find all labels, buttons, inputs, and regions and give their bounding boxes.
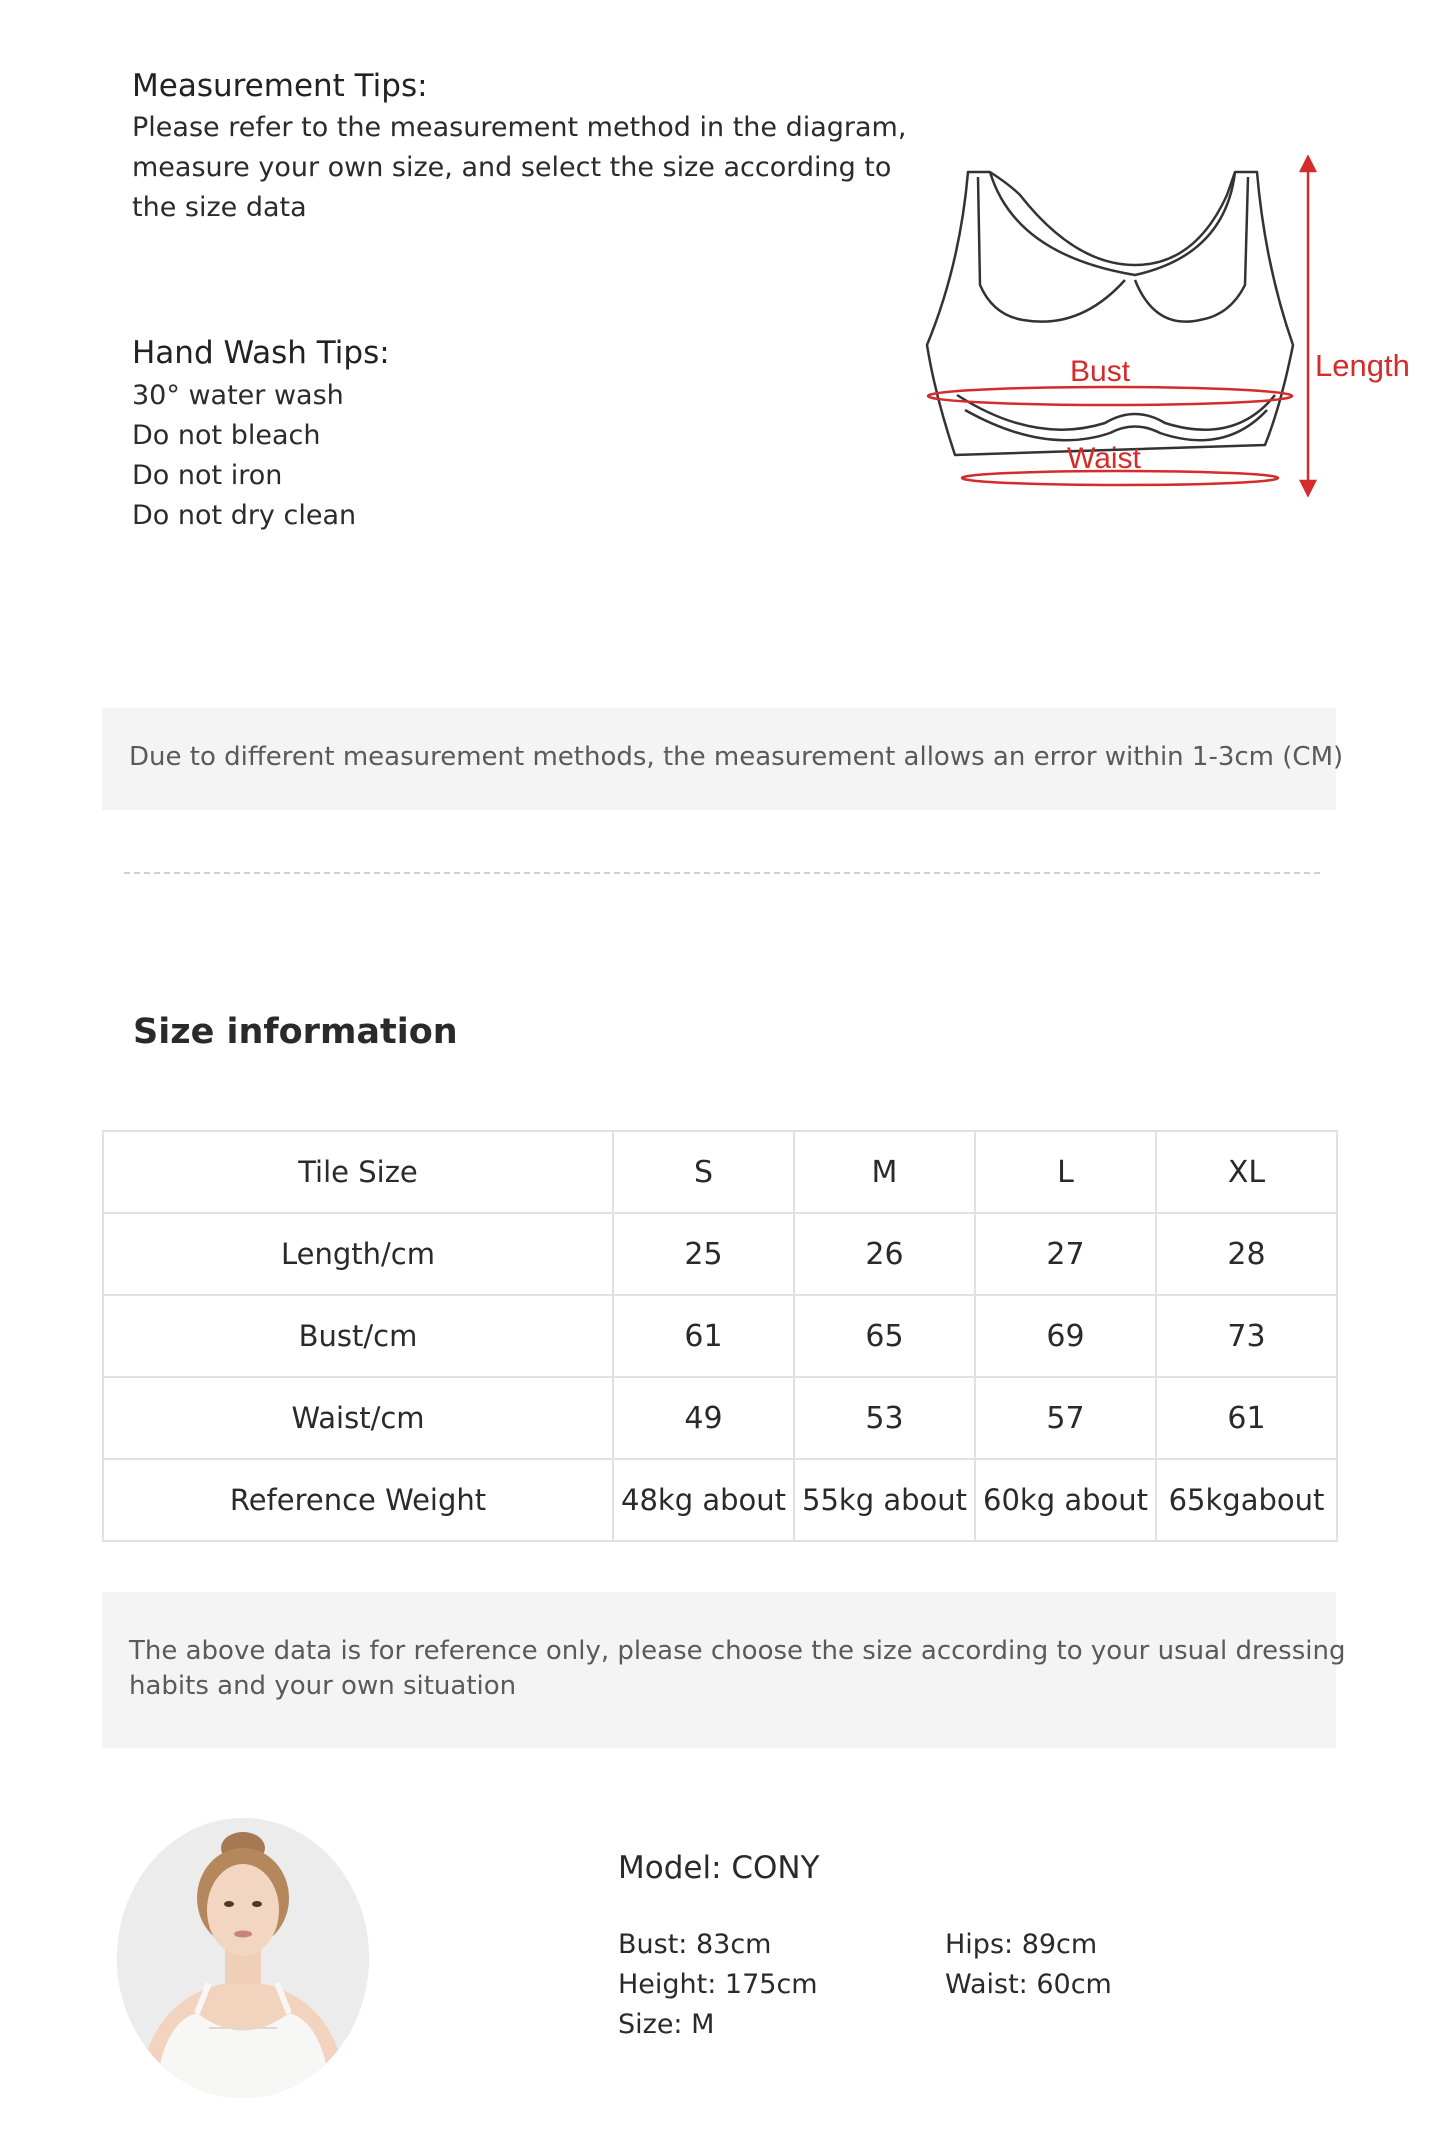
table-cell: 57 [975,1377,1156,1459]
table-row-label: Reference Weight [103,1459,613,1541]
model-name: Model: CONY [618,1850,820,1886]
reference-notice [102,1592,1346,1748]
length-arrow [1301,157,1315,495]
table-header-row [103,1131,1337,1213]
length-label: Length [1315,348,1410,383]
table-row-label: Length/cm [103,1213,613,1295]
table-cell: 65 [794,1295,975,1377]
table-header-cell: M [794,1131,975,1213]
measurement-error-text: Due to different measurement methods, the measurement allows an error within 1-3cm (CM) [129,742,1344,772]
reference-text-line: The above data is for reference only, please choose the size according to your usual dressing [129,1636,1346,1666]
model-portrait [117,1818,369,2098]
table-row [103,1295,1337,1377]
table-cell: 28 [1156,1213,1337,1295]
measurement-tip-line: Please refer to the measurement method in the diagram, [132,112,907,143]
table-cell: 25 [613,1213,794,1295]
table-cell: 73 [1156,1295,1337,1377]
wash-tip-line: Do not dry clean [132,500,357,531]
table-row [103,1213,1337,1295]
measurement-tip-line: measure your own size, and select the size according to [132,152,892,183]
table-cell: 55kg about [794,1459,975,1541]
wash-tip-line: Do not iron [132,460,283,491]
table-row [103,1377,1337,1459]
table-cell: 61 [1156,1377,1337,1459]
table-row-label: Bust/cm [103,1295,613,1377]
bra-outline [927,172,1293,455]
table-cell: 60kg about [975,1459,1156,1541]
measurement-error-notice [102,708,1344,810]
table-header-cell: L [975,1131,1156,1213]
waist-label: Waist [1067,442,1141,475]
section-divider [124,872,1320,874]
model-size: Size: M [618,2009,715,2040]
measurement-diagram [905,155,1425,515]
model-waist: Waist: 60cm [945,1969,1112,2000]
table-cell: 49 [613,1377,794,1459]
table-cell: 61 [613,1295,794,1377]
table-header-cell: XL [1156,1131,1337,1213]
hand-wash-tips-title: Hand Wash Tips: [132,335,390,371]
wash-tip-line: 30° water wash [132,380,344,411]
bust-label: Bust [1070,355,1131,388]
bust-measure-line [928,387,1292,405]
model-height: Height: 175cm [618,1969,818,2000]
reference-text-line: habits and your own situation [129,1671,517,1701]
table-cell: 26 [794,1213,975,1295]
table-header-cell: S [613,1131,794,1213]
measurement-tip-line: the size data [132,192,307,223]
table-cell: 48kg about [613,1459,794,1541]
measurement-tips-title: Measurement Tips: [132,68,428,104]
table-row [103,1459,1337,1541]
size-table [102,1130,1338,1542]
table-cell: 27 [975,1213,1156,1295]
model-bust: Bust: 83cm [618,1929,772,1960]
wash-tip-line: Do not bleach [132,420,321,451]
table-row-label: Waist/cm [103,1377,613,1459]
table-header-cell: Tile Size [103,1131,613,1213]
model-hips: Hips: 89cm [945,1929,1098,1960]
table-cell: 65kgabout [1156,1459,1337,1541]
table-cell: 53 [794,1377,975,1459]
model-avatar [117,1818,369,2098]
table-cell: 69 [975,1295,1156,1377]
size-information-title: Size information [133,1012,458,1052]
